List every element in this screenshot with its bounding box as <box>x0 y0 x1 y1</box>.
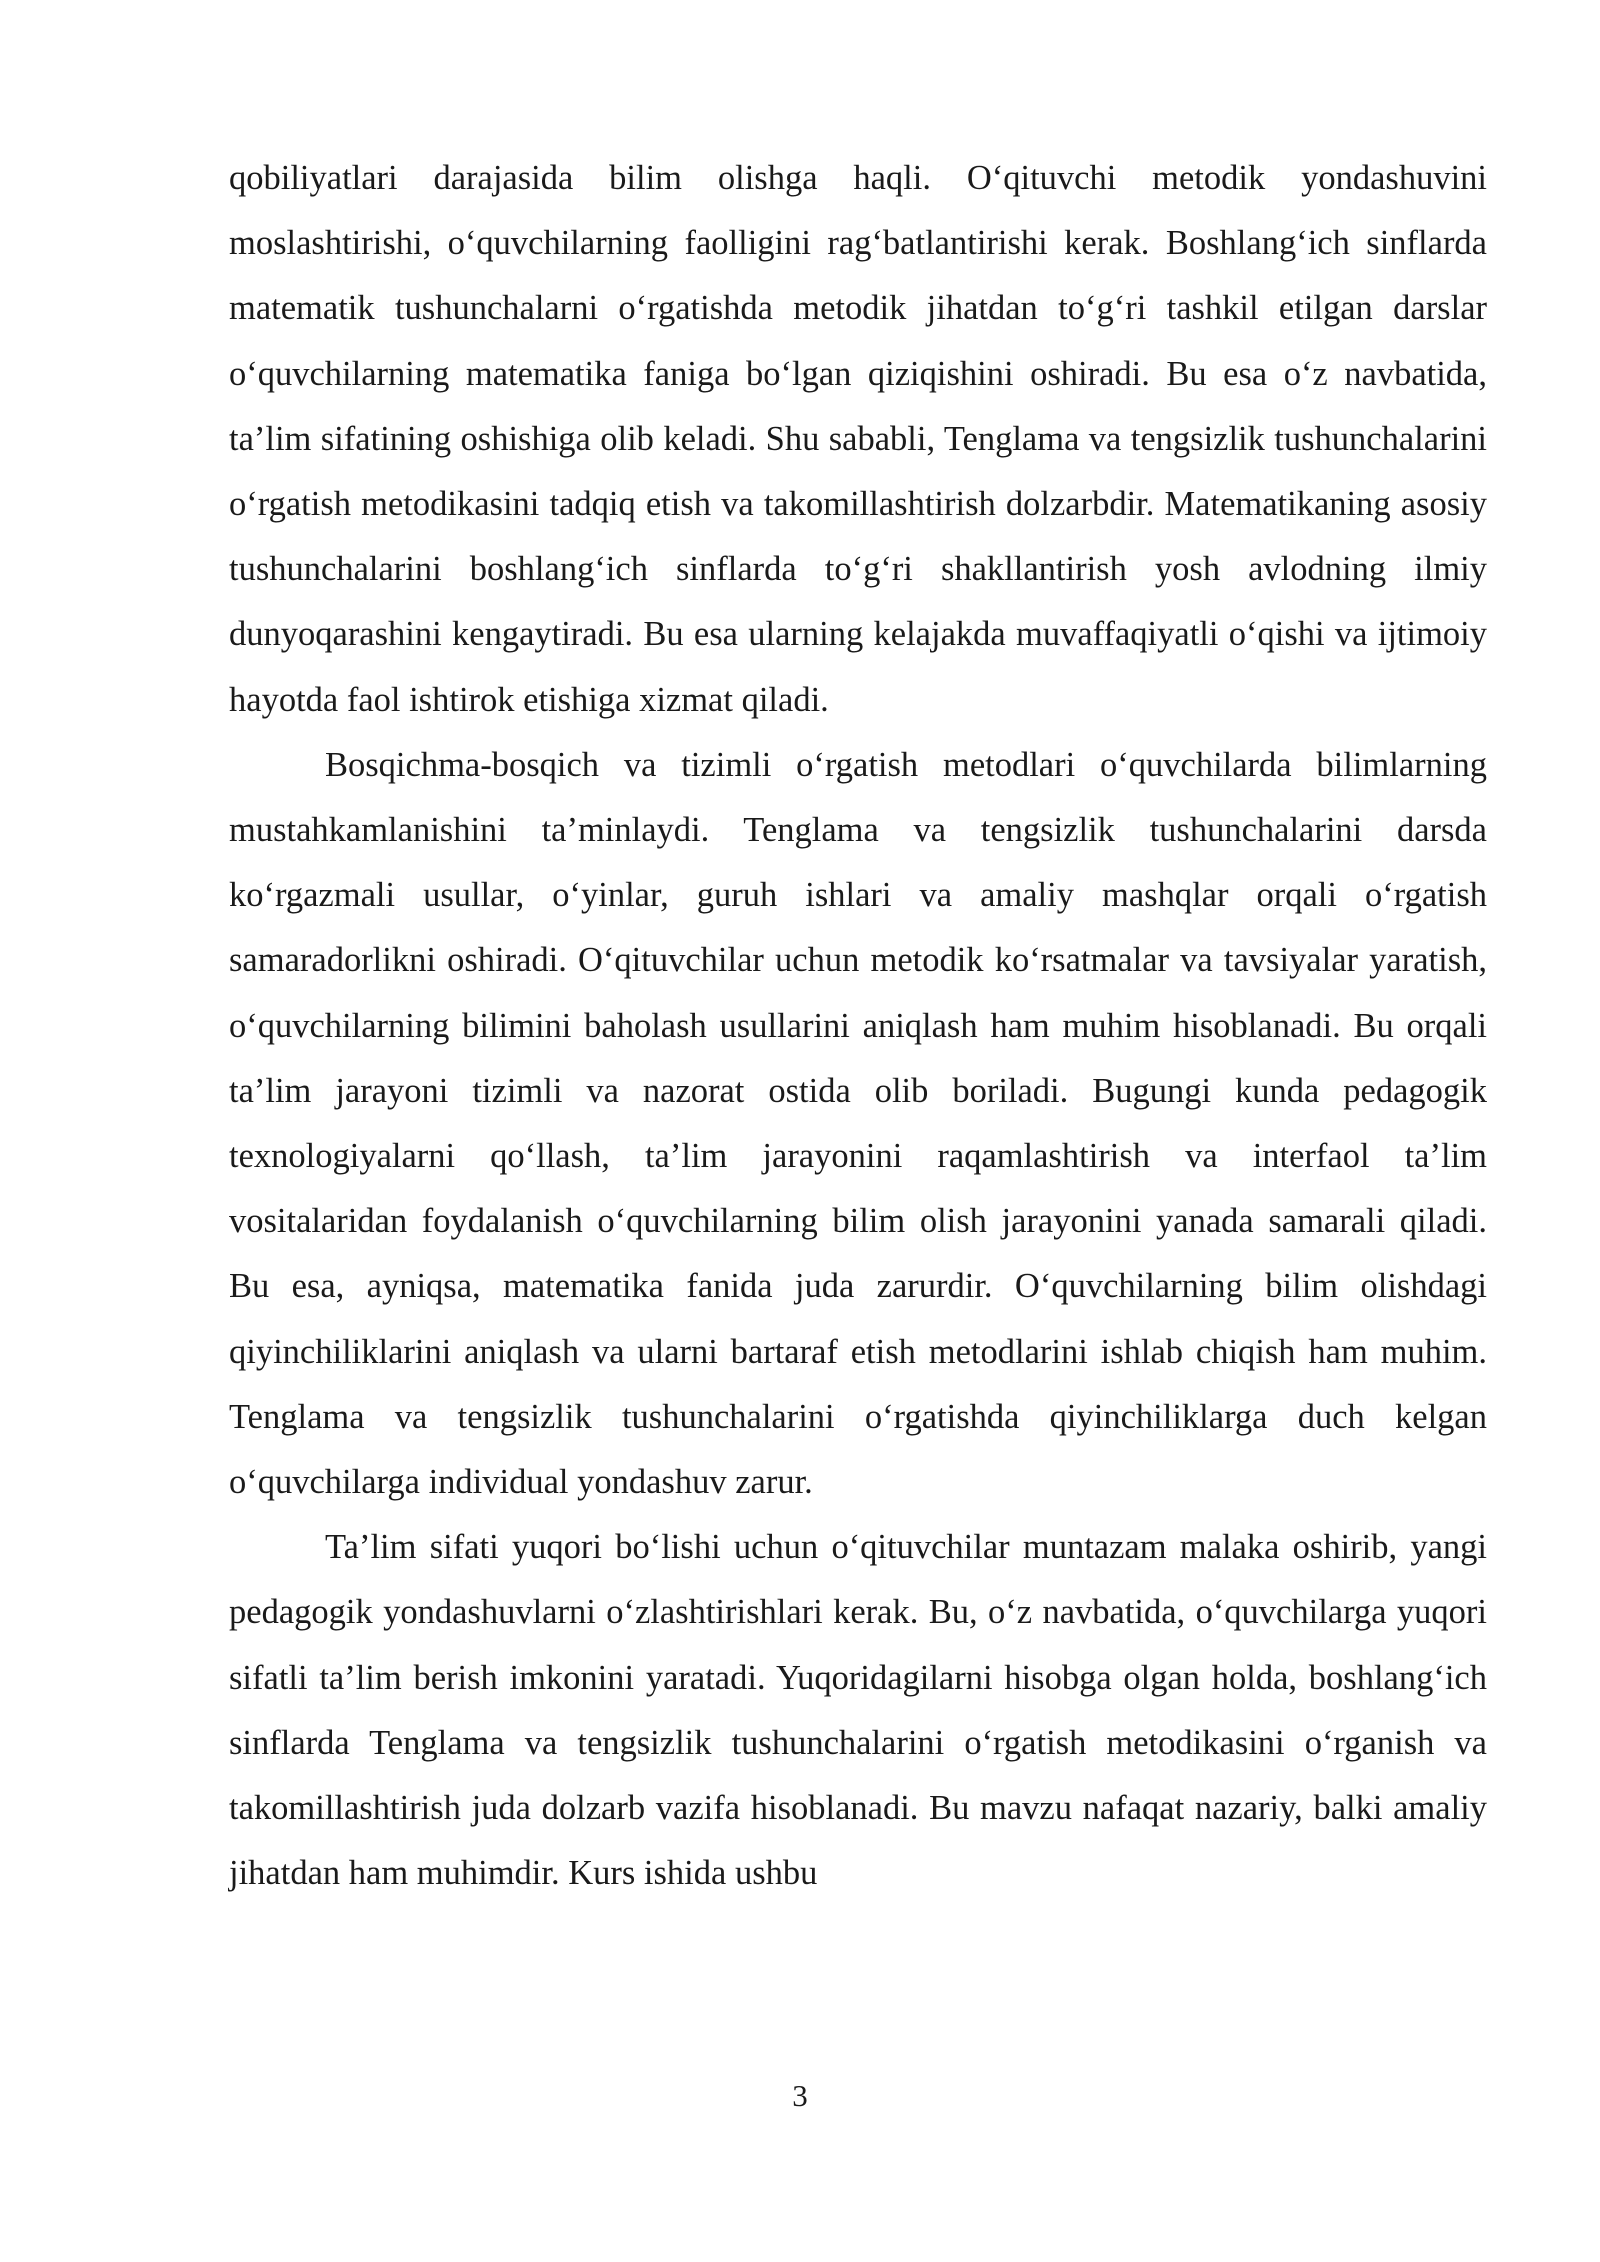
paragraph: Ta’lim sifati yuqori bo‘lishi uchun o‘qituvchilar muntazam malaka oshirib, yangi pedagogik yondashuvlarni o‘zlashtirishlari kerak. Bu, o‘z navbatida, o‘quvchilarga yuqori sifatli ta’lim berish imkonini yaratadi. Yuqoridagilarni hisobga olgan holda, boshlang‘ich sinflarda Tenglama va tengsizlik tushunchalarini o‘rgatish metodikasini o‘rganish va takomillashtirish juda dolzarb vazifa hisoblanadi. Bu mavzu nafaqat nazariy, balki amaliy jihatdan ham muhimdir. Kurs ishida ushbu <box>229 1528 1487 1893</box>
page-number: 3 <box>792 2078 808 2113</box>
paragraph: Bosqichma-bosqich va tizimli o‘rgatish metodlari o‘quvchilarda bilimlarning mustahkamlanishini ta’minlaydi. Tenglama va tengsizlik tushunchalarini darsda ko‘rgazmali usullar, o‘yinlar, guruh ishlari va amaliy mashqlar orqali o‘rgatish samaradorlikni oshiradi. O‘qituvchilar uchun metodik ko‘rsatmalar va tavsiyalar yaratish, o‘quvchilarning bilimini baholash usullarini aniqlash ham muhim hisoblanadi. Bu orqali ta’lim jarayoni tizimli va nazorat ostida olib boriladi. Bugungi kunda pedagogik texnologiyalarni qo‘llash, ta’lim jarayonini raqamlashtirish va interfaol ta’lim vositalaridan foydalanish o‘quvchilarning bilim olish jarayonini yanada samarali qiladi. Bu esa, ayniqsa, matematika fanida juda zarurdir. O‘quvchilarning bilim olishdagi qiyinchiliklarini aniqlash va ularni bartaraf etish metodlarini ishlab chiqish ham muhim. Tenglama va tengsizlik tushunchalarini o‘rgatishda qiyinchiliklarga duch kelgan o‘quvchilarga individual yondashuv zarur. <box>229 745 1487 1502</box>
paragraph-continued: qobiliyatlari darajasida bilim olishga haqli. O‘qituvchi metodik yondashuvini moslashtirishi, o‘quvchilarning faolligini rag‘batlantirishi kerak. Boshlang‘ich sinflarda matematik tushunchalarni o‘rgatishda metodik jihatdan to‘g‘ri tashkil etilgan darslar o‘quvchilarning matematika faniga bo‘lgan qiziqishini oshiradi. Bu esa o‘z navbatida, ta’lim sifatining oshishiga olib keladi. Shu sababli, Tenglama va tengsizlik tushunchalarini o‘rgatish metodikasini tadqiq etish va takomillashtirish dolzarbdir. Matematikaning asosiy tushunchalarini boshlang‘ich sinflarda to‘g‘ri shakllantirish yosh avlodning ilmiy dunyoqarashini kengaytiradi. Bu esa ularning kelajakda muvaffaqiyatli o‘qishi va ijtimoiy hayotda faol ishtirok etishiga xizmat qiladi. <box>229 159 1487 719</box>
body-text <box>229 146 1487 1906</box>
